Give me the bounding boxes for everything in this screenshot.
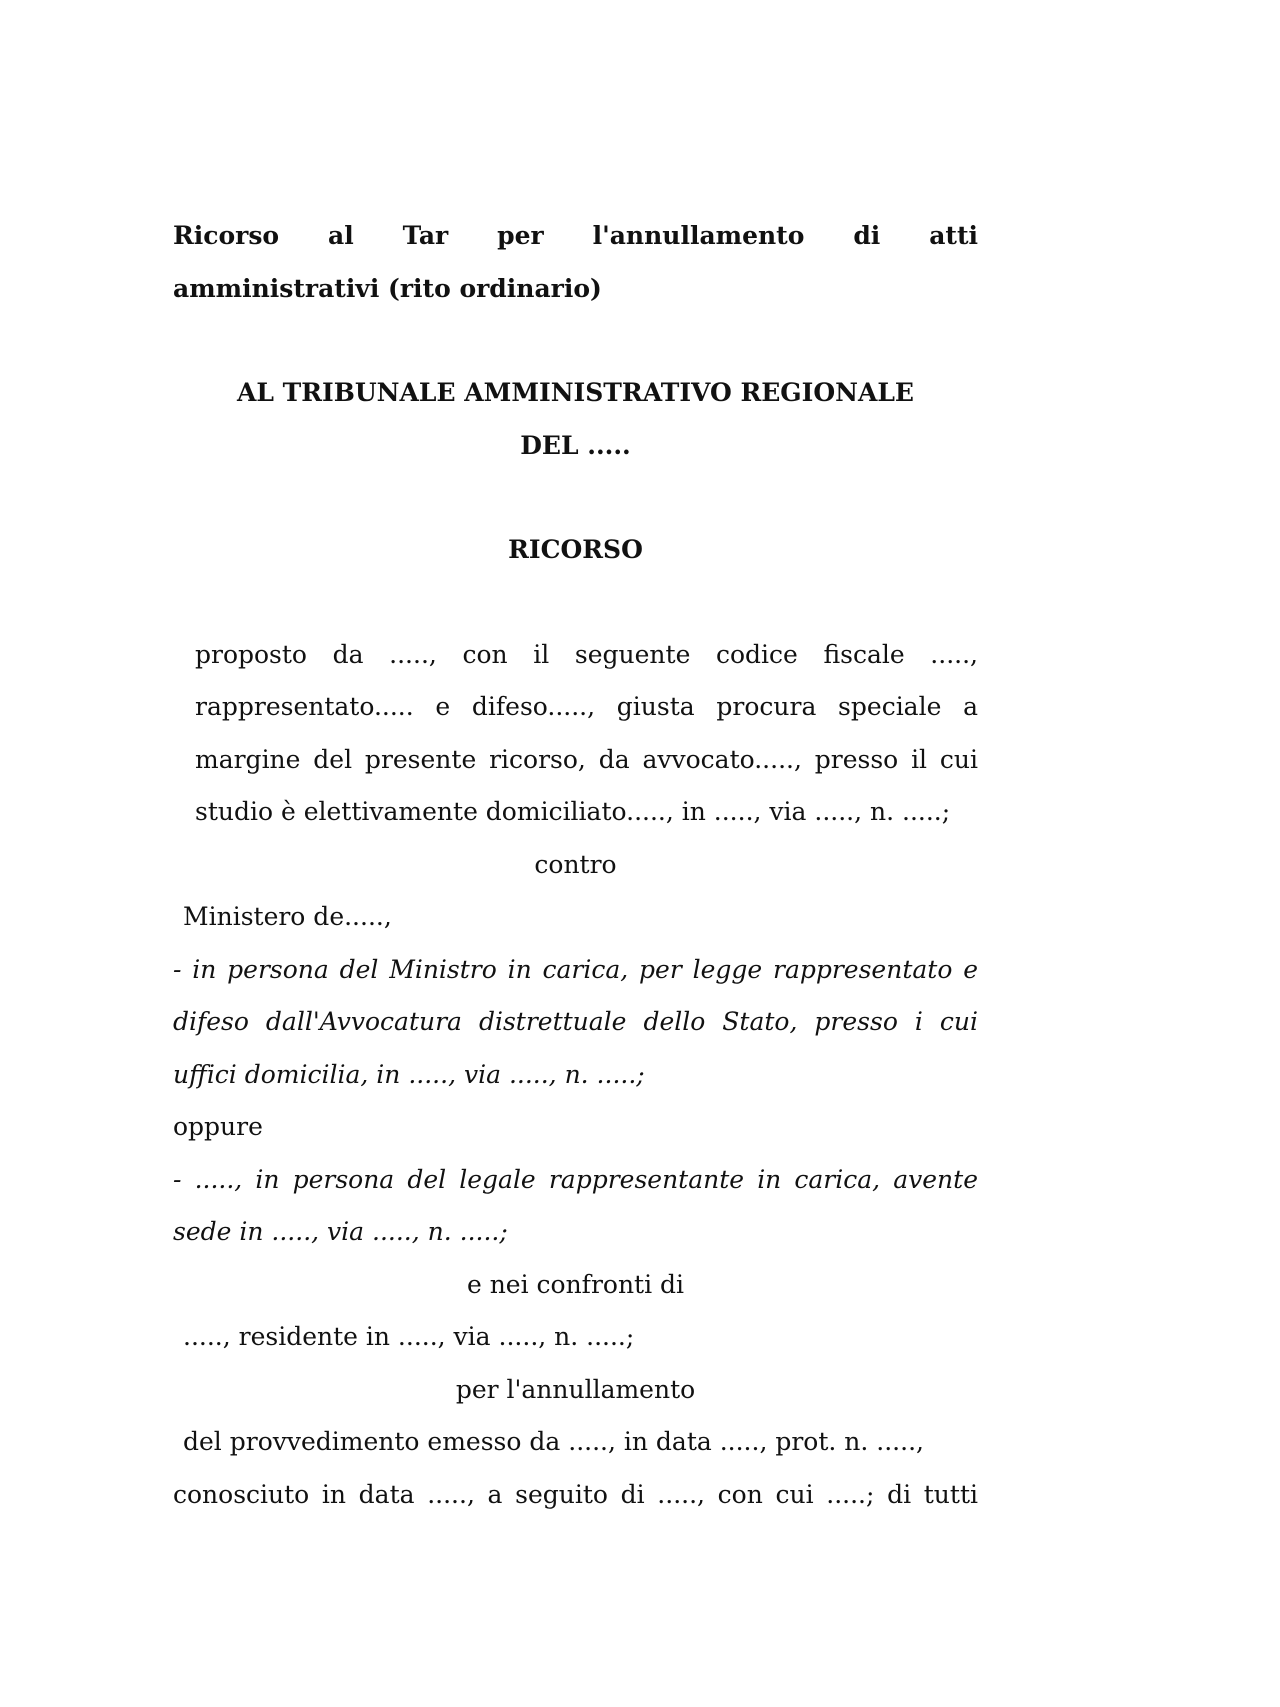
provvedimento-line-2: conosciuto in data ....., a seguito di ....., con cui .....; di tutti: [173, 1479, 978, 1509]
alternative-detail: - ....., in persona del legale rappresentante in carica, avente sede in ....., via ....., n. .....;: [173, 1164, 978, 1246]
document-title-line-2: amministrativi (rito ordinario): [173, 273, 602, 303]
court-heading-line-1: AL TRIBUNALE AMMINISTRATIVO REGIONALE: [237, 378, 914, 407]
oppure-label: oppure: [173, 1112, 263, 1141]
body-paragraph-proposto: proposto da ....., con il seguente codice fiscale ....., rappresentato..... e difeso....., giusta procura speciale a margine del presente ricorso, da avvocato....., presso il cui studio è elettivamente domiciliato....., in ....., via ....., n. .....;: [195, 639, 978, 826]
contro-label: contro: [534, 849, 617, 879]
ministero-detail: - in persona del Ministro in carica, per legge rappresentato e difeso dall'Avvocatura distrettuale dello Stato, presso i cui uffici domicilia, in ....., via ....., n. .....;: [173, 954, 978, 1089]
residente-line: ....., residente in ....., via ....., n. .....;: [183, 1322, 635, 1351]
provvedimento-line-1: del provvedimento emesso da ....., in data ....., prot. n. .....,: [183, 1427, 924, 1456]
ministero-line: Ministero de.....,: [183, 902, 392, 931]
court-heading-line-2: DEL .....: [520, 430, 631, 460]
section-title: RICORSO: [508, 535, 643, 564]
document-content: [173, 210, 978, 1521]
annullamento-label: per l'annullamento: [455, 1374, 696, 1404]
nei-confronti-label: e nei confronti di: [466, 1269, 685, 1299]
document-title-line-1: Ricorso al Tar per l'annullamento di atti: [173, 221, 978, 250]
